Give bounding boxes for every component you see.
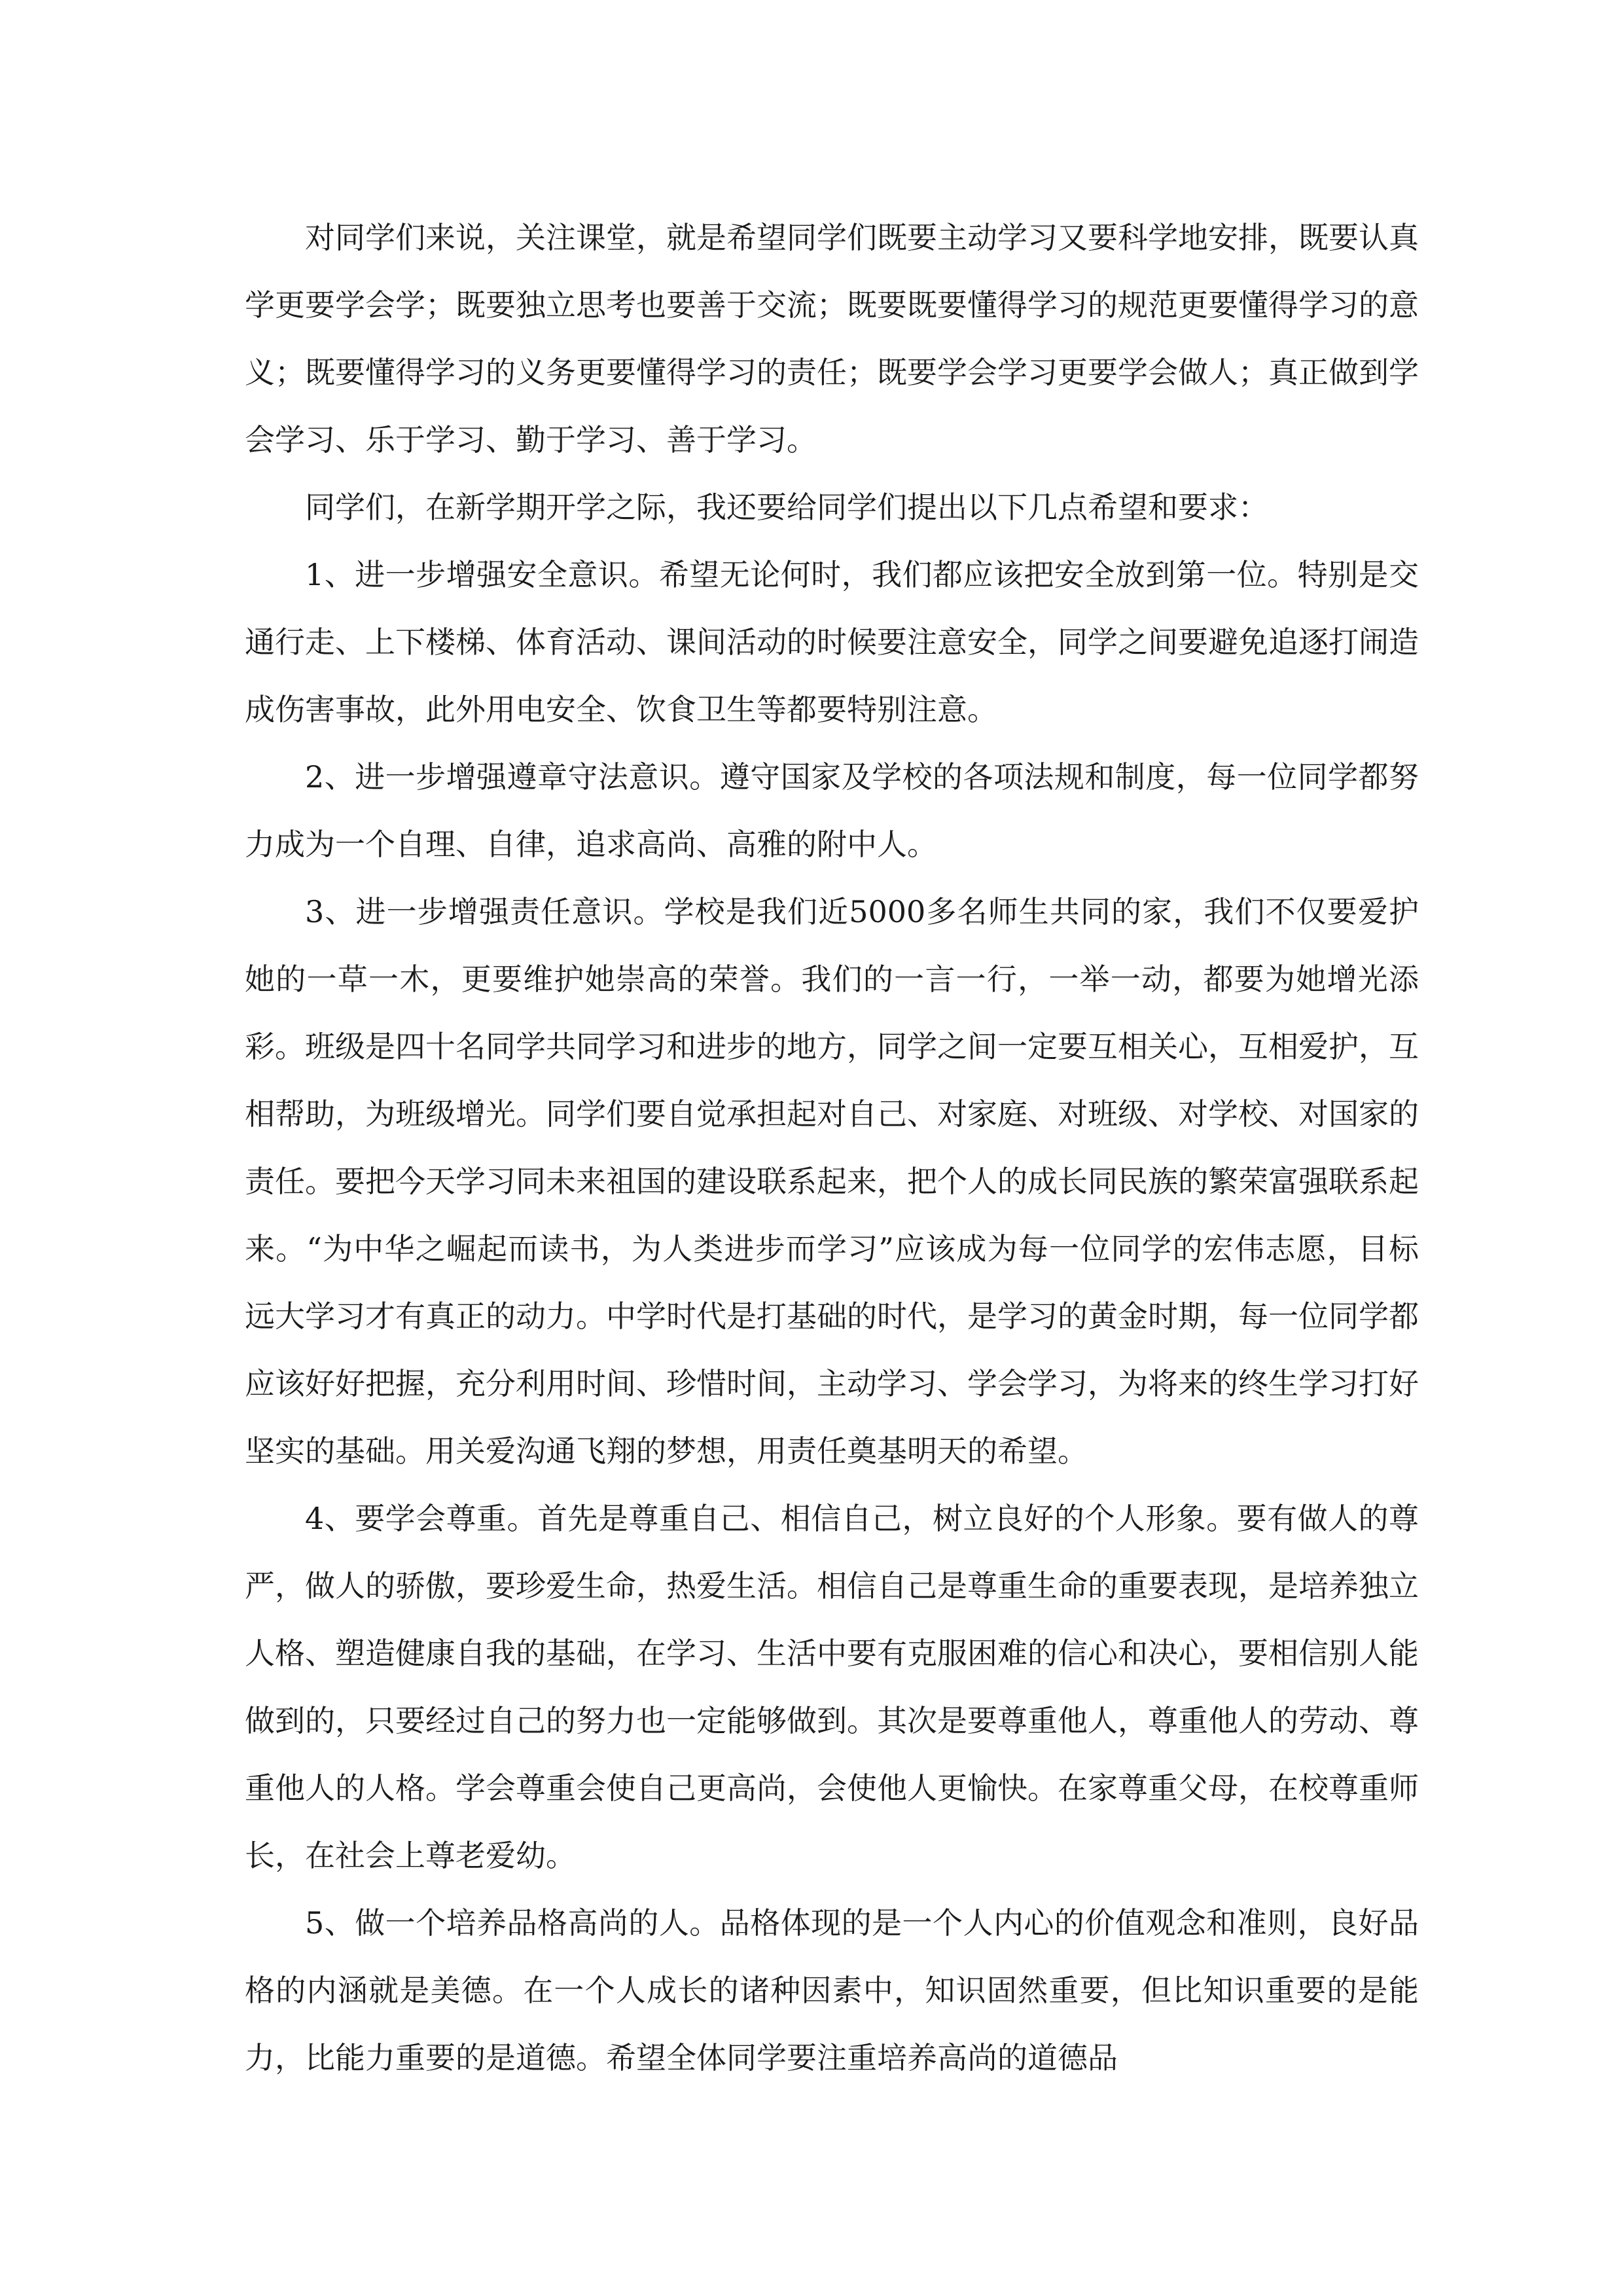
paragraph-study-attitude: 对同学们来说，关注课堂，就是希望同学们既要主动学习又要科学地安排，既要认真学更要学会学；既要独立思考也要善于交流；既要既要懂得学习的规范更要懂得学习的意义；既要懂得学习的义务更要懂得学习的责任；既要学会学习更要学会做人；真正做到学会学习、乐于学习、勤于学习、善于学习。 bbox=[245, 220, 1419, 457]
paragraph-expectations-intro: 同学们，在新学期开学之际，我还要给同学们提出以下几点希望和要求： bbox=[305, 490, 1268, 525]
paragraph-responsibility: 3、进一步增强责任意识。学校是我们近5000多名师生共同的家，我们不仅要爱护她的一草一木，更要维护她崇高的荣誉。我们的一言一行，一举一动，都要为她增光添彩。班级是四十名同学共同学习和进步的地方，同学之间一定要互相关心，互相爱护，互相帮助，为班级增光。同学们要自觉承担起对自己、对家庭、对班级、对学校、对国家的责任。要把今天学习同未来祖国的建设联系起来，把个人的成长同民族的繁荣富强联系起来。“为中华之崛起而读书，为人类进步而学习”应该成为每一位同学的宏伟志愿，目标远大学习才有真正的动力。中学时代是打基础的时代，是学习的黄金时期，每一位同学都应该好好把握，充分利用时间、珍惜时间，主动学习、学会学习，为将来的终生学习打好坚实的基础。用关爱沟通飞翔的梦想，用责任奠基明天的希望。 bbox=[245, 894, 1419, 1469]
paragraph-safety: 1、进一步增强安全意识。希望无论何时，我们都应该把安全放到第一位。特别是交通行走、上下楼梯、体育活动、课间活动的时候要注意安全，同学之间要避免追逐打闹造成伤害事故，此外用电安全、饮食卫生等都要特别注意。 bbox=[245, 557, 1419, 727]
paragraph-law-compliance: 2、进一步增强遵章守法意识。遵守国家及学校的各项法规和制度，每一位同学都努力成为一个自理、自律，追求高尚、高雅的附中人。 bbox=[245, 759, 1419, 862]
paragraph-respect: 4、要学会尊重。首先是尊重自己、相信自己，树立良好的个人形象。要有做人的尊严，做人的骄傲，要珍爱生命，热爱生活。相信自己是尊重生命的重要表现，是培养独立人格、塑造健康自我的基础，在学习、生活中要有克服困难的信心和决心，要相信别人能做到的，只要经过自己的努力也一定能够做到。其次是要尊重他人，尊重他人的劳动、尊重他人的人格。学会尊重会使自己更高尚，会使他人更愉快。在家尊重父母，在校尊重师长，在社会上尊老爱幼。 bbox=[245, 1501, 1419, 1873]
paragraph-character: 5、做一个培养品格高尚的人。品格体现的是一个人内心的价值观念和准则，良好品格的内涵就是美德。在一个人成长的诸种因素中，知识固然重要，但比知识重要的是能力，比能力重要的是道德。希望全体同学要注重培养高尚的道德品 bbox=[245, 1905, 1419, 2075]
document-body bbox=[245, 204, 1419, 2092]
